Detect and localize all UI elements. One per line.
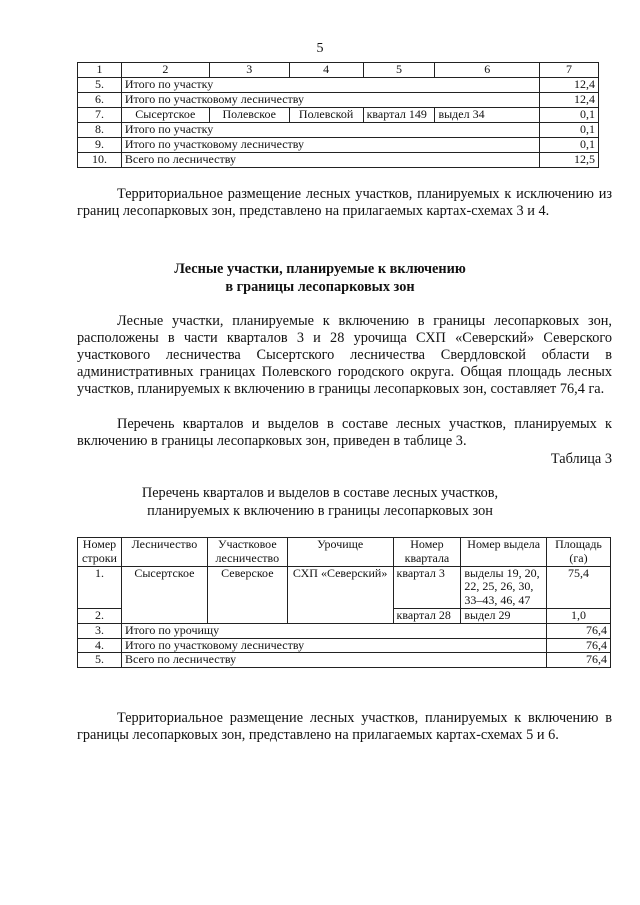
row-label: Итого по участковому лесничеству [121, 138, 539, 153]
header-forestry: Лесничество [121, 538, 207, 567]
col-number: 6 [435, 63, 540, 78]
table-row [78, 653, 611, 668]
header-area: Площадь (га) [547, 538, 611, 567]
row-allotment: выдел 29 [461, 608, 547, 623]
table-label: Таблица 3 [550, 451, 612, 467]
row-label: Итого по участковому лесничеству [121, 93, 539, 108]
col-number: 5 [363, 63, 435, 78]
row-number: 10. [78, 153, 122, 168]
header-quarter: Номер квартала [393, 538, 461, 567]
row-allotment: выдел 34 [435, 108, 540, 123]
col-number: 1 [78, 63, 122, 78]
row-area: 0,1 [540, 108, 599, 123]
header-tract: Урочище [287, 538, 393, 567]
row-forestry: Сысертское [121, 108, 209, 123]
header-allotment: Номер выдела [461, 538, 547, 567]
table-row [78, 153, 599, 168]
table-header-row [78, 63, 599, 78]
section-heading-line-1: Лесные участки, планируемые к включению [174, 261, 466, 277]
row-area: 0,1 [540, 123, 599, 138]
row-number: 2. [78, 608, 122, 623]
row-area: 12,5 [540, 153, 599, 168]
forest-plots-table-continued [77, 62, 599, 168]
row-area: 76,4 [547, 653, 611, 668]
paragraph-inclusion-maps: Территориальное размещение лесных участков, планируемых к включению в границы лесопарковых зон, представлено на прилагаемых картах-схемах 5 и 6. [77, 710, 612, 743]
table-row [78, 138, 599, 153]
table3-title-line-2: планируемых к включению в границы лесопарковых зон [147, 503, 493, 519]
row-number: 9. [78, 138, 122, 153]
row-tract: Полевской [289, 108, 363, 123]
header-district-forestry: Участковое лесничество [207, 538, 287, 567]
row-number: 3. [78, 623, 122, 638]
row-quarter: квартал 3 [393, 566, 461, 608]
col-number: 3 [209, 63, 289, 78]
row-district: Северское [207, 566, 287, 623]
row-number: 8. [78, 123, 122, 138]
table-row [78, 78, 599, 93]
paragraph-plots-description: Лесные участки, планируемые к включению в границы лесопарковых зон, расположены в части кварталов 3 и 28 урочища СХП «Северский» Северского участкового лесничества Сысертского лесничества Свердловской области в административных границах Полевского городского округа. Общая площадь лесных участков, планируемых к включению в границы лесопарковых зон, составляет 76,4 га. [77, 313, 612, 397]
row-area: 76,4 [547, 623, 611, 638]
row-number: 5. [78, 653, 122, 668]
row-area: 12,4 [540, 78, 599, 93]
header-row-number: Номер строки [78, 538, 122, 567]
section-heading-line-2: в границы лесопарковых зон [225, 279, 415, 295]
quarters-allotments-table [77, 537, 611, 668]
row-label: Итого по участковому лесничеству [121, 638, 546, 653]
table-row [78, 638, 611, 653]
table-row [78, 623, 611, 638]
row-number: 7. [78, 108, 122, 123]
row-number: 1. [78, 566, 122, 608]
row-label: Всего по лесничеству [121, 653, 546, 668]
paragraph-table-reference: Перечень кварталов и выделов в составе лесных участков, планируемых к включению в границы лесопарковых зон, приведен в таблице 3. [77, 416, 612, 449]
page-number: 5 [316, 41, 324, 56]
row-area: 75,4 [547, 566, 611, 608]
row-label: Итого по участку [121, 78, 539, 93]
row-area: 12,4 [540, 93, 599, 108]
row-district: Полевское [209, 108, 289, 123]
row-quarter: квартал 28 [393, 608, 461, 623]
table-row [78, 566, 611, 608]
table-row [78, 108, 599, 123]
row-quarter: квартал 149 [363, 108, 435, 123]
row-allotment: выделы 19, 20, 22, 25, 26, 30, 33–43, 46, 47 [461, 566, 547, 608]
table3-header-row [78, 538, 611, 567]
row-tract: СХП «Северский» [287, 566, 393, 623]
row-label: Всего по лесничеству [121, 153, 539, 168]
col-number: 4 [289, 63, 363, 78]
col-number: 2 [121, 63, 209, 78]
row-forestry: Сысертское [121, 566, 207, 623]
row-area: 76,4 [547, 638, 611, 653]
row-number: 5. [78, 78, 122, 93]
row-number: 6. [78, 93, 122, 108]
table3-title-line-1: Перечень кварталов и выделов в составе лесных участков, [141, 485, 499, 501]
row-area: 0,1 [540, 138, 599, 153]
col-number: 7 [540, 63, 599, 78]
row-number: 4. [78, 638, 122, 653]
row-label: Итого по урочищу [121, 623, 546, 638]
table-row [78, 123, 599, 138]
row-area: 1,0 [547, 608, 611, 623]
paragraph-exclusion-maps: Территориальное размещение лесных участков, планируемых к исключению из границ лесопарковых зон, представлено на прилагаемых картах-схемах 3 и 4. [77, 186, 612, 219]
row-label: Итого по участку [121, 123, 539, 138]
table-row [78, 93, 599, 108]
